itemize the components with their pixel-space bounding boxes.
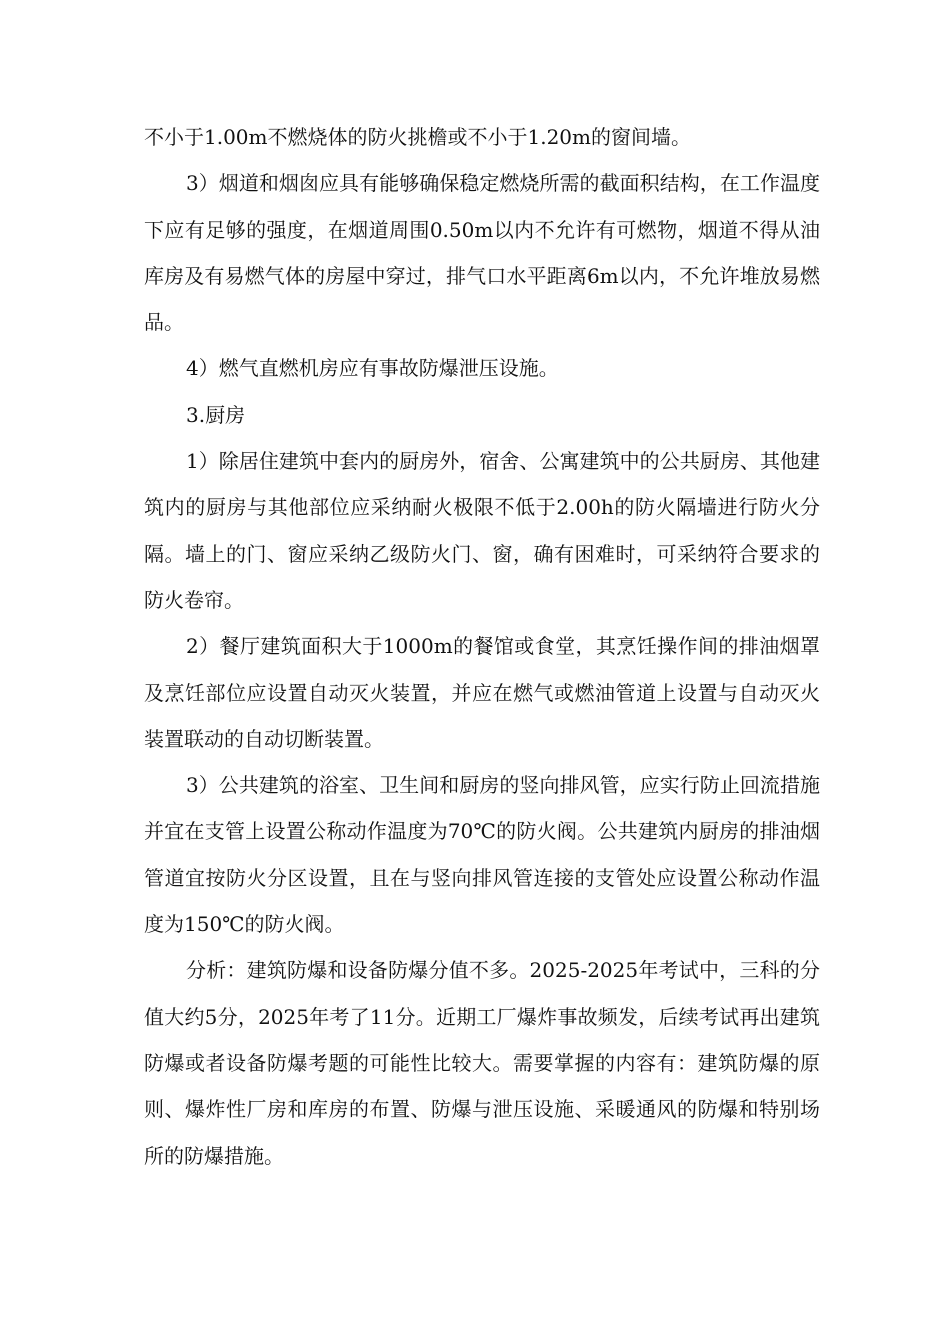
paragraph-item-4-gas-room: 4）燃气直燃机房应有事故防爆泄压设施。 (186, 356, 559, 381)
paragraph-item-3-flue: 3）烟道和烟囱应具有能够确保稳定燃烧所需的截面积结构，在工作温度下应有足够的强度，在烟道周围0.50m以内不允许有可燃物，烟道不得从油库房及有易燃气体的房屋中穿过，排气口水平距离6m以内，不允许堆放易燃品。 (144, 171, 820, 335)
paragraph-continuation: 不小于1.00m不燃烧体的防火挑檐或不小于1.20m的窗间墙。 (144, 125, 691, 149)
paragraph-kitchen-item-2: 2）餐厅建筑面积大于1000m的餐馆或食堂，其烹饪操作间的排油烟罩及烹饪部位应设置自动灭火装置，并应在燃气或燃油管道上设置与自动灭火装置联动的自动切断装置。 (144, 634, 820, 751)
paragraph-analysis: 分析：建筑防爆和设备防爆分值不多。2025-2025年考试中，三科的分值大约5分，2025年考了11分。近期工厂爆炸事故频发，后续考试再出建筑防爆或者设备防爆考题的可能性比较大。需要掌握的内容有：建筑防爆的原则、爆炸性厂房和库房的布置、防爆与泄压设施、采暖通风的防爆和特别场所的防爆措施。 (144, 958, 820, 1168)
section-heading-kitchen: 3.厨房 (186, 402, 246, 427)
paragraph-kitchen-item-1: 1）除居住建筑中套内的厨房外，宿舍、公寓建筑中的公共厨房、其他建筑内的厨房与其他部位应采纳耐火极限不低于2.00h的防火隔墙进行防火分隔。墙上的门、窗应采纳乙级防火门、窗，确有困难时，可采纳符合要求的防火卷帘。 (144, 449, 820, 612)
paragraph-kitchen-item-3: 3）公共建筑的浴室、卫生间和厨房的竖向排风管，应实行防止回流措施并宜在支管上设置公称动作温度为70℃的防火阀。公共建筑内厨房的排油烟管道宜按防火分区设置，且在与竖向排风管连接的支管处应设置公称动作温度为150℃的防火阀。 (144, 773, 820, 937)
document-body (144, 114, 820, 1179)
